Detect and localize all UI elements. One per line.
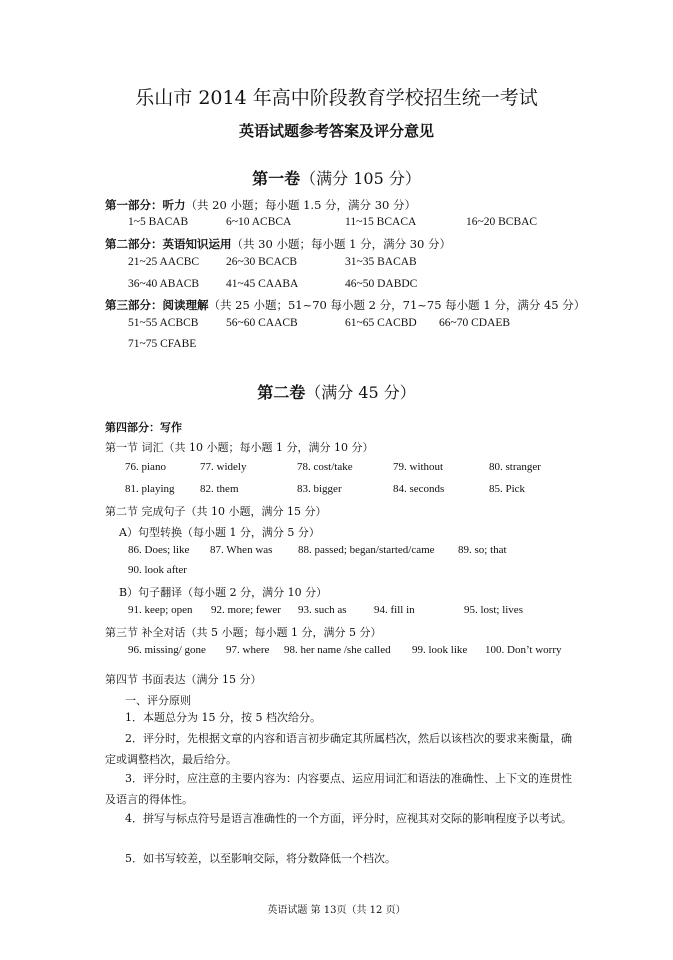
answer-item: 77. widely: [200, 461, 247, 473]
answer-item: 97. where: [226, 644, 270, 656]
answer-item: 71~75 CFABE: [128, 338, 197, 350]
answer-item: 80. stranger: [489, 461, 541, 473]
answer-item: 94. fill in: [374, 604, 415, 616]
part1-label: 第一部分：听力: [105, 198, 186, 212]
answer-item: 96. missing/ gone: [128, 644, 206, 656]
answer-item: 79. without: [393, 461, 444, 473]
answer-item: 11~15 BCACA: [345, 216, 417, 228]
sec2-b-label: B）句子翻译（每小题 2 分，满分 10 分）: [119, 586, 328, 599]
sec3-label: 第三节 补全对话（共 5 小题；每小题 1 分，满分 5 分）: [105, 626, 382, 639]
answer-item: 21~25 AACBC: [128, 256, 200, 268]
scoring-rule: 5．如书写较差，以至影响交际，将分数降低一个档次。: [125, 852, 396, 865]
volume2-heading: [0, 380, 673, 403]
sec1-label: 第一节 词汇（共 10 小题；每小题 1 分，满分 10 分）: [105, 441, 374, 454]
answer-item: 46~50 DABDC: [345, 278, 418, 290]
page-footer: 英语试题 第 13页（共 12 页）: [267, 905, 406, 916]
sec2-a-label: A）句型转换（每小题 1 分，满分 5 分）: [119, 526, 320, 539]
answer-item: 61~65 CACBD: [345, 317, 417, 329]
answer-item: 1~5 BACAB: [128, 216, 189, 228]
answer-item: 82. them: [200, 483, 239, 495]
sec4-label: 第四节 书面表达（满分 15 分）: [105, 673, 262, 686]
answer-item: 86. Does; like: [128, 544, 190, 556]
answer-item: 26~30 BCACB: [226, 256, 298, 268]
part3-label: 第三部分：阅读理解: [105, 298, 209, 312]
part1-header: [105, 197, 416, 213]
volume2-score: （满分 45 分）: [305, 383, 416, 402]
part4-label: 第四部分：写作: [105, 421, 182, 434]
answer-item: 83. bigger: [297, 483, 342, 495]
answer-item: 92. more; fewer: [211, 604, 281, 616]
answer-item: 78. cost/take: [297, 461, 353, 473]
answer-item: 100. Don’t worry: [485, 644, 562, 656]
document-title: 乐山市 2014 年高中阶段教育学校招生统一考试: [135, 87, 538, 109]
answer-item: 76. piano: [125, 461, 166, 473]
scoring-rule: 1．本题总分为 15 分，按 5 档次给分。: [125, 711, 321, 724]
volume1-title: 第一卷: [252, 169, 301, 188]
answer-item: 51~55 ACBCB: [128, 317, 199, 329]
document-subtitle: 英语试题参考答案及评分意见: [238, 122, 434, 140]
answer-item: 98. her name /she called: [284, 644, 391, 656]
scoring-principle-heading: 一、评分原则: [125, 694, 191, 707]
part3-info: （共 25 小题；51~70 每小题 2 分，71~75 每小题 1 分，满分 45 分）: [208, 298, 586, 312]
volume2-title: 第二卷: [257, 383, 306, 402]
answer-item: 89. so; that: [458, 544, 507, 556]
sec2-label: 第二节 完成句子（共 10 小题，满分 15 分）: [105, 505, 327, 518]
answer-item: 41~45 CAABA: [226, 278, 299, 290]
volume1-heading: [0, 166, 673, 189]
scoring-rule: 3．评分时，应注意的主要内容为：内容要点、运应用词汇和语法的准确性、上下文的连贯性及语言的得体性。: [105, 772, 572, 806]
answer-item: 66~70 CDAEB: [439, 317, 511, 329]
answer-item: 85. Pick: [489, 483, 526, 495]
answer-item: 93. such as: [298, 604, 347, 616]
answer-item: 31~35 BACAB: [345, 256, 417, 268]
answer-item: 6~10 ACBCA: [226, 216, 292, 228]
answer-item: 99. look like: [412, 644, 468, 656]
answer-item: 91. keep; open: [128, 604, 193, 616]
answer-item: 81. playing: [125, 483, 175, 495]
answer-item: 36~40 ABACB: [128, 278, 200, 290]
part1-info: （共 20 小题；每小题 1.5 分，满分 30 分）: [185, 198, 416, 212]
part3-header: [105, 297, 585, 313]
volume1-score: （满分 105 分）: [300, 169, 421, 188]
answer-item: 16~20 BCBAC: [466, 216, 538, 228]
answer-item: 56~60 CAACB: [226, 317, 298, 329]
part2-info: （共 30 小题；每小题 1 分，满分 30 分）: [231, 237, 452, 251]
scoring-rule: 4．拼写与标点符号是语言准确性的一个方面，评分时，应视其对交际的影响程度予以考试。: [125, 812, 572, 825]
answer-item: 95. lost; lives: [464, 604, 523, 616]
answer-item: 90. look after: [128, 564, 187, 576]
scoring-rule: 2．评分时，先根据文章的内容和语言初步确定其所属档次，然后以该档次的要求来衡量，确定或调整档次，最后给分。: [105, 732, 572, 766]
part2-header: [105, 236, 451, 252]
answer-item: 84. seconds: [393, 483, 445, 495]
answer-item: 88. passed; began/started/came: [298, 544, 435, 556]
part2-label: 第二部分：英语知识运用: [105, 237, 232, 251]
answer-item: 87. When was: [210, 544, 273, 556]
